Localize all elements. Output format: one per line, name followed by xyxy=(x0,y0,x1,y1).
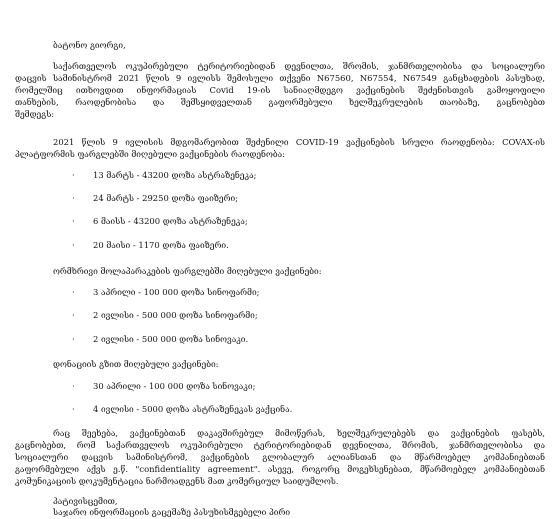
intro-line: შემდეგს: xyxy=(15,109,55,119)
closing-line: კომუნიკაციის დოკუმენტაცია ნარმოადგენს მათ კომერციულ საიდუმლოს. xyxy=(15,476,339,486)
signature: საჯარო ინფორმაციის გაცემაზე პასუხისმგებელი პირი xyxy=(53,507,291,517)
intro-line: დაცვის სამინისტრომ 2021 წლის 9 ივლისს შემოსული თქვენი N67560, N67554, N67549 განცხადების პასუხად, xyxy=(15,73,545,83)
bilateral-heading: ორმხრივი მოლაპარაკების ფარგლებში მიღებული ვაქცინები: xyxy=(53,266,322,276)
closing-line: გაფორმებული აქვს ე.წ. "confidentiality agreement". ასევე, როგორც მოგეხსენებათ, მწარმოებელ კომპანიებთან xyxy=(15,464,545,474)
covax-line: 2021 წლის 9 ივლისის მდგომარეობით შეძენილი COVID-19 ვაქცინების სრული რაოდენობა: COVAX-ის xyxy=(53,137,545,147)
closing-line: რაც შეეხება, ვაქცინებთან დაკავშირებულ მიმოწერას, ხელშეკრულებებს და ვაქცინების ფასებს, xyxy=(53,428,545,438)
intro-line: საქართველოს ოკუპირებული ტერიტორიებიდან დევნილთა, შრომის, ჯანმრთელობისა და სოციალური xyxy=(53,61,545,71)
letter-page: ბატონო გიორგი, საქართველოს ოკუპირებული ტერიტორიებიდან დევნილთა, შრომის, ჯანმრთელობისა და სოციალური დაცვის სამინისტრომ 2021 წლის 9 ივლისს შემოსული თქვენი N67560, N67554, N67549 განცხადების პასუხად, რომელშიც ითხოვდით ინფორმაციას Covid 19-ის სანიაღმდეგო ვაქცინების შეძენისთვის გამოყოფილი თანხების, რაოდენობისა და შემსყიდველთან გაფორმებული ხელშეკრულების თაობაზე, გაცნობებთ შემდეგს: 2021 წლის 9 ივლისის მდგომარეობით შეძენილი COVID-19 ვაქცინების სრული რაოდენობა: COVAX-ის პლატფორმის ფარგლებში მიღებული ვაქცინების რაოდენობა: · 13 მარტს - 43200 დოზა ასტრაზენეკა; · 24 მარტს - 29250 დოზა ფაიზერი; · 6 მაისს - 43200 დოზა ასტრაზენეკა; · 20 მაისი - 1170 დოზა ფაიზერი. ორმხრივი მოლაპარაკების ფარგლებში მიღებული ვაქცინები: · 3 აპრილი - 100 000 დოზა სინოფარმი; · 2 ივლისი - 500 000 დოზა სინოფარმი; · 2 ივლისი - 500 000 დოზა სინოვაკი. დონაციის გზით მიღებული ვაქცინები: · 30 აპრილი - 100 000 დოზა სინოვაკი; · 4 ივლისი - 5000 დოზა ასტრაზენეკას ვაქცინა. რაც შეეხება, ვაქცინებთან დაკავშირებულ მიმოწერას, ხელშეკრულებებს და ვაქცინების ფასებს, გაცნობებთ, რომ საქართველოს ოკუპირებული ტერიტორიებიდან დევნილთა, შრომის, ჯანმრთელობისა და სოციალური დაცვის სამინისტრომ, ვაქცინების გლობალურ ალიანსთან და მწარმოებელ კომპანიებთან გაფორმებული აქვს ე.წ. "confidentiality agreement". ასევე, როგორც მოგეხსენებათ, მწარმოებელ კომპანიებთან კომუნიკაციის დოკუმენტაცია ნარმოადგენს მათ კომერციულ საიდუმლოს. პატივისცემით, საჯარო ინფორმაციის გაცემაზე პასუხისმგებელი პირი xyxy=(15,40,545,517)
intro-line: რომელშიც ითხოვდით ინფორმაციას Covid 19-ის სანიაღმდეგო ვაქცინების შეძენისთვის გამოყოფილი xyxy=(15,85,545,95)
greeting: ბატონო გიორგი, xyxy=(53,40,126,50)
signoff: პატივისცემით, xyxy=(53,496,118,506)
closing-line: სოციალური დაცვის სამინისტრომ, ვაქცინების გლობალურ ალიანსთან და მწარმოებელ კომპანიებთან xyxy=(15,452,545,462)
closing-line: გაცნობებთ, რომ საქართველოს ოკუპირებული ტერიტორიებიდან დევნილთა, შრომის, ჯანმრთელობისა და xyxy=(15,440,545,450)
intro-line: თანხების, რაოდენობისა და შემსყიდველთან გაფორმებული ხელშეკრულების თაობაზე, გაცნობებთ xyxy=(15,97,545,107)
covax-line: პლატფორმის ფარგლებში მიღებული ვაქცინების რაოდენობა: xyxy=(15,149,285,159)
donation-heading: დონაციის გზით მიღებული ვაქცინები: xyxy=(53,359,219,369)
